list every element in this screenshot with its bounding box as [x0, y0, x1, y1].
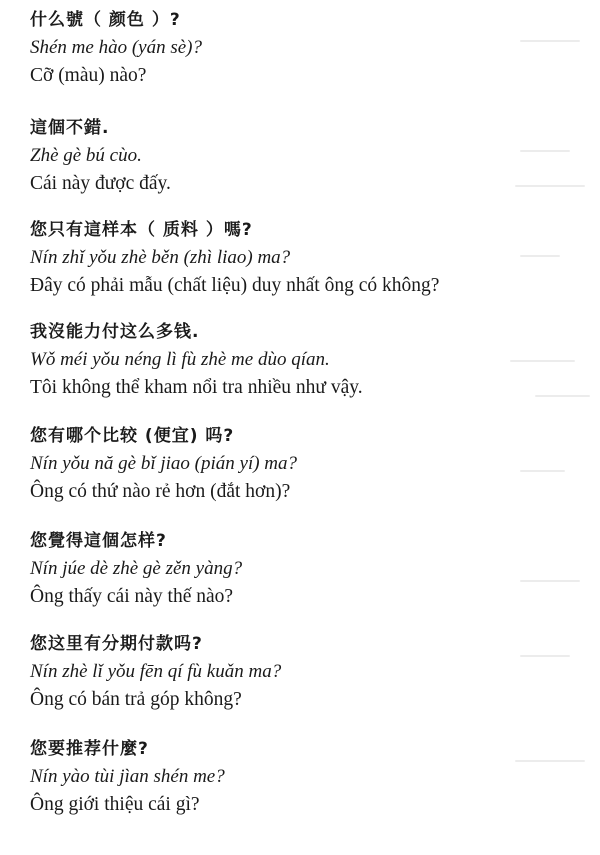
vietnamese-text: Ông thấy cái này thế nào?: [30, 586, 234, 607]
pinyin-text: Nín yào tùi jìan shén me?: [30, 766, 225, 787]
vietnamese-text: Ông có thứ nào rẻ hơn (đắt hơn)?: [30, 481, 291, 502]
pinyin-text: Shén me hào (yán sè)?: [30, 37, 203, 58]
vietnamese-text: Ông giới thiệu cái gì?: [30, 794, 200, 815]
pinyin-text: Nín júe dè zhè gè zěn yàng?: [30, 558, 243, 579]
pinyin-text: Nín yǒu nă gè bǐ jiao (pián yí) ma?: [30, 453, 298, 474]
vietnamese-text: Đây có phải mẫu (chất liệu) duy nhất ông có không?: [30, 275, 440, 296]
bleed-through-texture: [490, 0, 600, 855]
chinese-text: 您有哪个比较 (便宜) 吗?: [30, 426, 235, 446]
pinyin-text: Zhè gè bú cùo.: [30, 145, 142, 166]
vietnamese-text: Cái này được đấy.: [30, 173, 171, 194]
chinese-text: 您只有這样本（ 质料 ）嗎?: [30, 220, 253, 240]
chinese-text: 您要推荐什麼?: [30, 739, 149, 759]
pinyin-text: Nín zhè lǐ yǒu fēn qí fù kuǎn ma?: [30, 661, 282, 682]
chinese-text: 您这里有分期付款吗?: [30, 634, 203, 654]
chinese-text: 什么號（ 颜色 ）?: [30, 10, 181, 30]
vietnamese-text: Cỡ (màu) nào?: [30, 65, 147, 86]
chinese-text: 我沒能力付这么多钱.: [30, 322, 200, 342]
vietnamese-text: Tôi không thể kham nổi tra nhiều như vậy.: [30, 377, 363, 398]
pinyin-text: Nín zhǐ yǒu zhè běn (zhì liao) ma?: [30, 247, 291, 268]
pinyin-text: Wǒ méi yǒu néng lì fù zhè me dùo qían.: [30, 349, 330, 370]
chinese-text: 這個不錯.: [30, 118, 110, 138]
vietnamese-text: Ông có bán trả góp không?: [30, 689, 242, 710]
chinese-text: 您覺得這個怎样?: [30, 531, 167, 551]
